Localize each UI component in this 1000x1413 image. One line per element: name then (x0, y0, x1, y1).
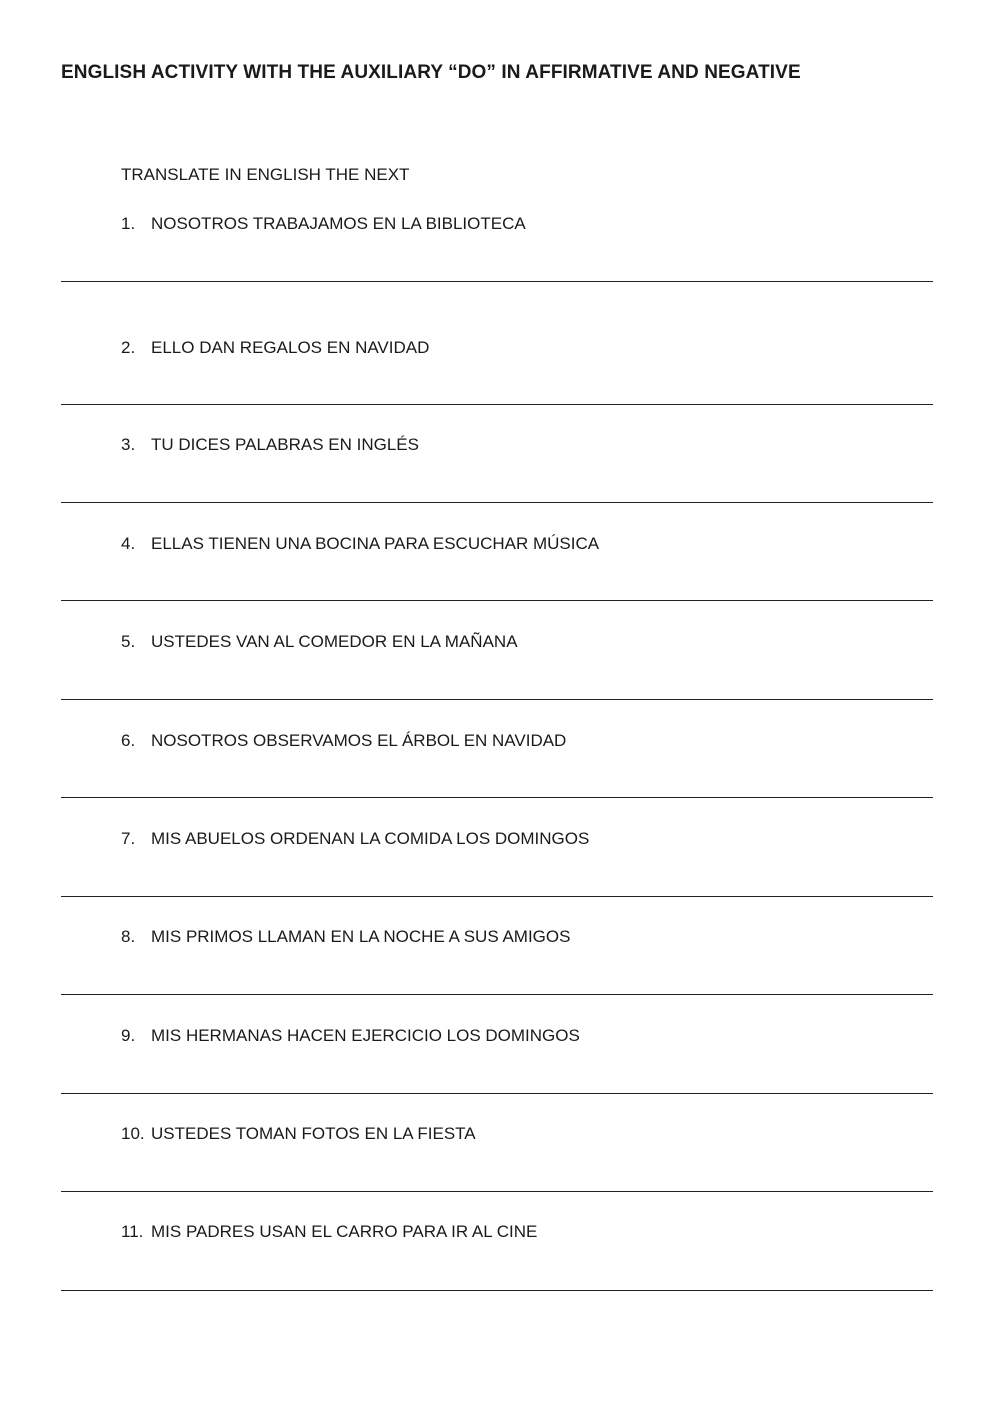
question-item (121, 1124, 476, 1144)
answer-line[interactable] (61, 502, 933, 503)
answer-line[interactable] (61, 281, 933, 282)
question-number: 6. (121, 731, 136, 750)
answer-line[interactable] (61, 896, 933, 897)
answer-line[interactable] (61, 1290, 933, 1291)
question-text: MIS HERMANAS HACEN EJERCICIO LOS DOMINGOS (151, 1026, 580, 1045)
question-number: 3. (121, 435, 136, 454)
question-item (121, 829, 589, 849)
question-text: MIS PADRES USAN EL CARRO PARA IR AL CINE (151, 1222, 538, 1241)
question-number: 9. (121, 1026, 136, 1045)
question-number: 10. (121, 1124, 145, 1143)
question-item (121, 214, 526, 234)
question-item (121, 534, 599, 554)
question-number: 7. (121, 829, 136, 848)
question-item (121, 435, 419, 455)
answer-line[interactable] (61, 1093, 933, 1094)
question-number: 11. (121, 1222, 144, 1241)
question-item (121, 338, 429, 358)
question-text: USTEDES TOMAN FOTOS EN LA FIESTA (151, 1124, 476, 1143)
answer-line[interactable] (61, 699, 933, 700)
page-title: ENGLISH ACTIVITY WITH THE AUXILIARY “DO” IN AFFIRMATIVE AND NEGATIVE (61, 62, 801, 83)
question-number: 8. (121, 927, 136, 946)
question-text: ELLAS TIENEN UNA BOCINA PARA ESCUCHAR MÚSICA (151, 534, 600, 553)
answer-line[interactable] (61, 797, 933, 798)
question-number: 2. (121, 338, 136, 357)
question-text: MIS ABUELOS ORDENAN LA COMIDA LOS DOMINGOS (151, 829, 590, 848)
question-number: 5. (121, 632, 136, 651)
question-item (121, 731, 566, 751)
answer-line[interactable] (61, 994, 933, 995)
answer-line[interactable] (61, 600, 933, 601)
question-text: MIS PRIMOS LLAMAN EN LA NOCHE A SUS AMIGOS (151, 927, 571, 946)
question-text: TU DICES PALABRAS EN INGLÉS (151, 435, 419, 454)
question-text: NOSOTROS TRABAJAMOS EN LA BIBLIOTECA (151, 214, 526, 233)
question-text: USTEDES VAN AL COMEDOR EN LA MAÑANA (151, 632, 518, 651)
question-number: 4. (121, 534, 136, 553)
question-item (121, 927, 570, 947)
question-item (121, 1026, 580, 1046)
question-text: ELLO DAN REGALOS EN NAVIDAD (151, 338, 430, 357)
question-text: NOSOTROS OBSERVAMOS EL ÁRBOL EN NAVIDAD (151, 731, 567, 750)
question-item (121, 1222, 537, 1242)
instruction-text: TRANSLATE IN ENGLISH THE NEXT (121, 165, 410, 184)
question-number: 1. (121, 214, 136, 233)
answer-line[interactable] (61, 404, 933, 405)
answer-line[interactable] (61, 1191, 933, 1192)
question-item (121, 632, 518, 652)
